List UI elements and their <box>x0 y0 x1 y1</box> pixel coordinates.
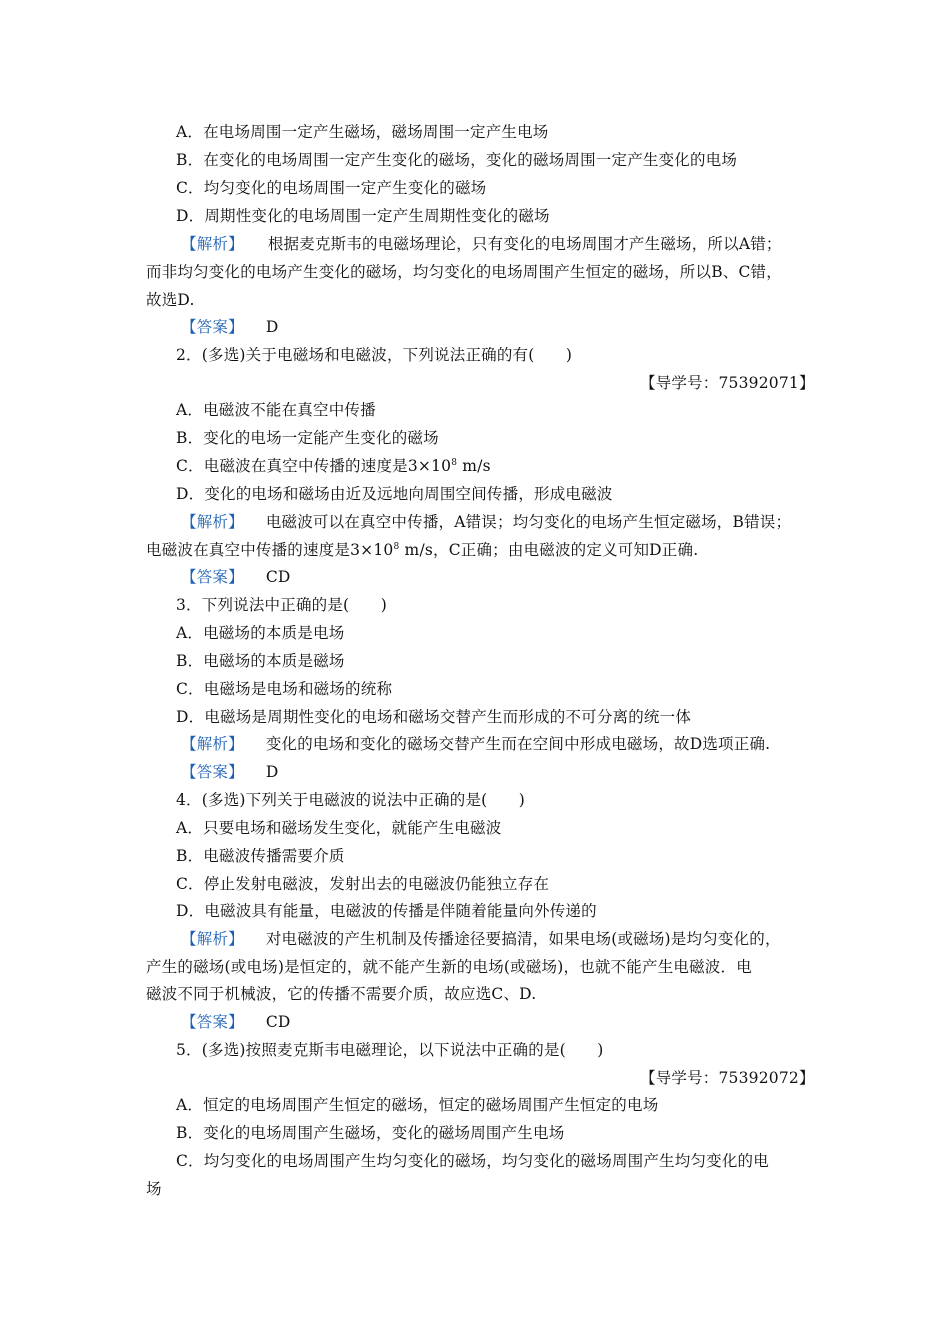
q2-analysis-text-2a: 电磁波在真空中传播的速度是3×10 <box>146 541 394 559</box>
q1-option-c: C．均匀变化的电场周围一定产生变化的磁场 <box>176 179 487 197</box>
q2-answer <box>181 566 291 588</box>
q1-option-a: A．在电场周围一定产生磁场，磁场周围一定产生电场 <box>176 123 549 141</box>
answer-label: 【答案】 <box>181 763 244 781</box>
answer-label: 【答案】 <box>181 1013 244 1031</box>
q3-analysis <box>181 733 770 755</box>
q2-answer-value: CD <box>265 568 291 586</box>
q2-analysis-exponent: 8 <box>393 541 400 552</box>
q3-analysis-text: 变化的电场和变化的磁场交替产生而在空间中形成电磁场，故D选项正确. <box>265 735 771 753</box>
q1-analysis-line-2: 而非均匀变化的电场产生变化的磁场，均匀变化的电场周围产生恒定的磁场，所以B、C错， <box>146 263 782 281</box>
q2-option-a: A．电磁波不能在真空中传播 <box>176 401 376 419</box>
q1-answer-value: D <box>265 318 279 336</box>
analysis-label: 【解析】 <box>181 930 244 948</box>
analysis-label: 【解析】 <box>181 735 244 753</box>
q1-option-b: B．在变化的电场周围一定产生变化的磁场，变化的磁场周围一定产生变化的电场 <box>176 151 738 169</box>
q1-analysis-text-1: 根据麦克斯韦的电磁场理论，只有变化的电场周围才产生磁场，所以A错； <box>267 235 782 253</box>
q5-guide-number: 【导学号：75392072】 <box>640 1069 815 1087</box>
q2-analysis-line-2 <box>146 539 698 561</box>
answer-label: 【答案】 <box>181 318 244 336</box>
q3-answer-value: D <box>265 763 279 781</box>
q3-option-a: A．电磁场的本质是电场 <box>176 624 345 642</box>
q2-analysis-text-1: 电磁波可以在真空中传播，A错误；均匀变化的电场产生恒定磁场，B错误； <box>265 513 792 531</box>
q1-analysis-line-1 <box>181 233 782 255</box>
q5-stem: 5．(多选)按照麦克斯韦电磁理论，以下说法中正确的是( ) <box>176 1041 604 1059</box>
q2-option-d: D．变化的电场和磁场由近及远地向周围空间传播，形成电磁波 <box>176 485 613 503</box>
q2-option-c-exponent: 8 <box>451 457 458 468</box>
q5-option-c: C．均匀变化的电场周围产生均匀变化的磁场，均匀变化的磁场周围产生均匀变化的电 <box>176 1152 769 1170</box>
q3-option-c: C．电磁场是电场和磁场的统称 <box>176 680 393 698</box>
q3-option-b: B．电磁场的本质是磁场 <box>176 652 345 670</box>
q4-option-a: A．只要电场和磁场发生变化，就能产生电磁波 <box>176 819 502 837</box>
q2-stem: 2．(多选)关于电磁场和电磁波，下列说法正确的有( ) <box>176 346 573 364</box>
q4-analysis-line-2: 产生的磁场(或电场)是恒定的，就不能产生新的电场(或磁场)，也就不能产生电磁波．电 <box>146 958 752 976</box>
q2-analysis-text-2b: m/s，C正确；由电磁波的定义可知D正确. <box>399 541 699 559</box>
analysis-label: 【解析】 <box>181 513 244 531</box>
q1-analysis-line-3: 故选D. <box>146 291 195 309</box>
q4-analysis-line-3: 磁波不同于机械波，它的传播不需要介质，故应选C、D. <box>146 985 537 1003</box>
q4-option-c: C．停止发射电磁波，发射出去的电磁波仍能独立存在 <box>176 875 550 893</box>
q3-answer <box>181 761 278 783</box>
q5-option-a: A．恒定的电场周围产生恒定的磁场，恒定的磁场周围产生恒定的电场 <box>176 1096 659 1114</box>
q2-option-c-unit: m/s <box>457 457 491 475</box>
q4-answer-value: CD <box>265 1013 291 1031</box>
q2-option-c-text: C．电磁波在真空中传播的速度是3×10 <box>176 457 452 475</box>
q4-analysis-text-1: 对电磁波的产生机制及传播途径要搞清，如果电场(或磁场)是均匀变化的， <box>265 930 781 948</box>
q4-stem: 4．(多选)下列关于电磁波的说法中正确的是( ) <box>176 791 526 809</box>
q2-option-c <box>176 455 491 477</box>
q5-option-c-cont: 场 <box>146 1180 162 1198</box>
q2-analysis-line-1 <box>181 511 791 533</box>
answer-label: 【答案】 <box>181 568 244 586</box>
q3-stem: 3．下列说法中正确的是( ) <box>176 596 387 614</box>
q4-option-b: B．电磁波传播需要介质 <box>176 847 345 865</box>
q1-option-d: D．周期性变化的电场周围一定产生周期性变化的磁场 <box>176 207 550 225</box>
q4-analysis-line-1 <box>181 928 781 950</box>
q2-option-b: B．变化的电场一定能产生变化的磁场 <box>176 429 439 447</box>
analysis-label: 【解析】 <box>181 235 244 253</box>
q4-answer <box>181 1011 291 1033</box>
q5-option-b: B．变化的电场周围产生磁场，变化的磁场周围产生电场 <box>176 1124 565 1142</box>
q2-guide-number: 【导学号：75392071】 <box>640 374 815 392</box>
q3-option-d: D．电磁场是周期性变化的电场和磁场交替产生而形成的不可分离的统一体 <box>176 708 692 726</box>
q1-answer <box>181 316 278 338</box>
q4-option-d: D．电磁波具有能量，电磁波的传播是伴随着能量向外传递的 <box>176 902 597 920</box>
